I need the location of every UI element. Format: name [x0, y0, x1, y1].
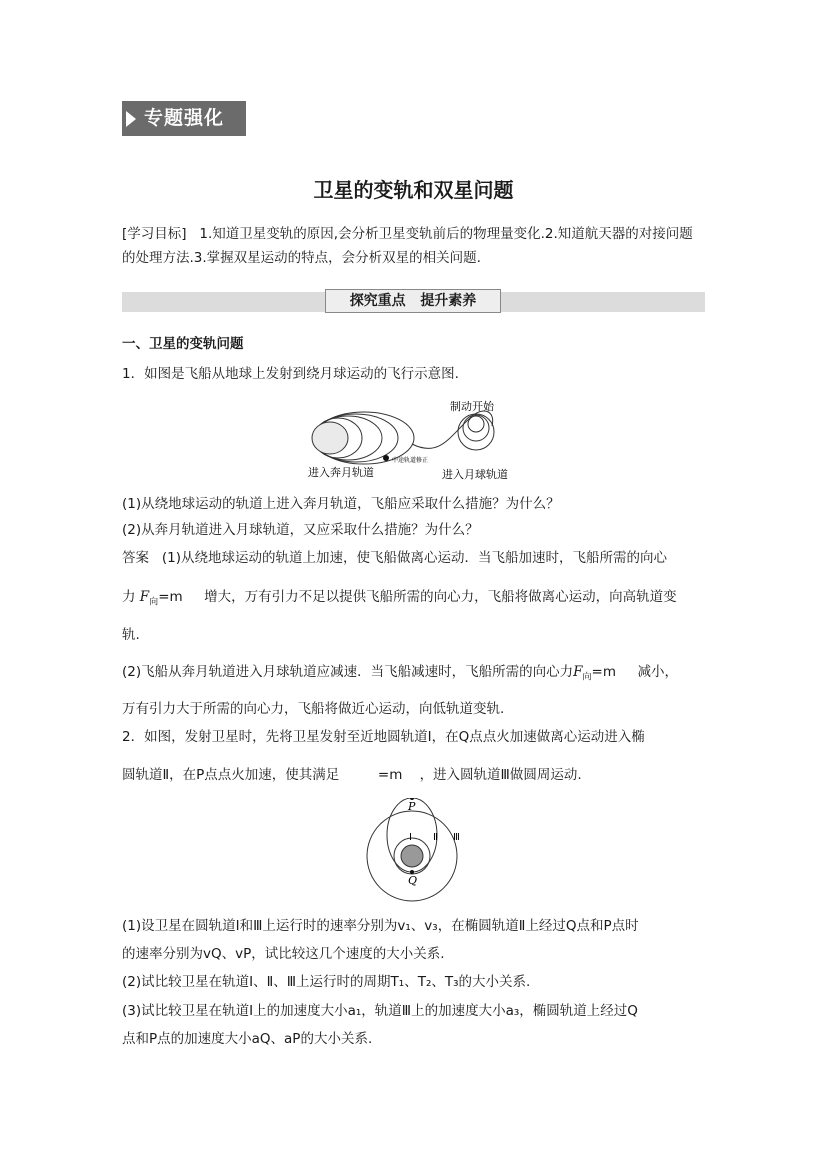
spacecraft-icon — [383, 455, 389, 461]
moon-orbit-2 — [463, 415, 489, 441]
label-Q: Q — [408, 874, 418, 887]
label-correction: 中途轨道修正 — [392, 457, 429, 464]
q1-answer1-line2 — [122, 585, 677, 608]
q2-part3-line1: (3)试比较卫星在轨道Ⅰ上的加速度大小a₁，轨道Ⅲ上的加速度大小a₃，椭圆轨道上经过Q — [122, 1003, 638, 1019]
label-transfer: 进入奔月轨道 — [308, 466, 374, 479]
q2-stem-line2 — [122, 763, 582, 783]
banner-label: 专题强化 — [144, 107, 225, 129]
eq-m: =m — [158, 589, 183, 605]
q1-answer2-line2: 万有引力大于所需的向心力，飞船将做近心运动，向低轨道变轨. — [122, 701, 505, 717]
earth — [312, 422, 348, 454]
label-P: P — [408, 800, 416, 813]
answer2-pre: (2)飞船从奔月轨道进入月球轨道应减速．当飞船减速时，飞船所需的向心力 — [122, 664, 574, 680]
objectives-text: 1.知道卫星变轨的原因,会分析卫星变轨前后的物理量变化.2.知道航天器的对接问题的处理方法.3.掌握双星运动的特点，会分析双星的相关问题. — [122, 226, 693, 266]
page-title: 卫星的变轨和双星问题 — [313, 178, 514, 202]
q2-part1-line2: 的速率分别为vQ、vP，试比较这几个速度的大小关系. — [122, 946, 445, 962]
orbit-transfer-figure — [362, 798, 472, 908]
q2-stem-pre: 圆轨道Ⅱ，在P点点火加速，使其满足 — [122, 767, 340, 783]
answer1-pre: 力 — [122, 589, 136, 605]
q1-part2: (2)从奔月轨道进入月球轨道，又应采取什么措施？为什么？ — [122, 522, 479, 538]
q1-stem: 1．如图是飞船从地球上发射到绕月球运动的飞行示意图. — [122, 366, 459, 382]
section-bar-left: 探究重点 — [349, 293, 406, 309]
objectives-label: [学习目标] — [122, 226, 187, 242]
label-brake: 制动开始 — [450, 400, 494, 413]
q1-part1: (1)从绕地球运动的轨道上进入奔月轨道，飞船应采取什么措施？为什么？ — [122, 496, 560, 512]
label-II: Ⅱ — [433, 832, 438, 843]
answer1-text-a: (1)从绕地球运动的轨道上加速，使飞船做离心运动．当飞船加速时，飞船所需的向心 — [161, 550, 667, 566]
label-I: Ⅰ — [409, 832, 412, 843]
q2-part2: (2)试比较卫星在轨道Ⅰ、Ⅱ、Ⅲ上运行时的周期T₁、T₂、T₃的大小关系. — [122, 974, 531, 990]
topic-banner — [122, 101, 246, 136]
label-III: Ⅲ — [453, 832, 460, 843]
answer2-post: 减小， — [637, 664, 678, 680]
learning-objectives — [122, 222, 705, 270]
section-bar — [122, 292, 705, 312]
force-symbol: F — [139, 589, 150, 605]
q2-stem-post: ，进入圆轨道Ⅲ做圆周运动. — [419, 767, 582, 783]
answer-label: 答案 — [122, 550, 149, 566]
q1-answer1-line3: 轨. — [122, 627, 140, 643]
transfer-trajectory — [412, 411, 493, 448]
label-lunar: 进入月球轨道 — [442, 468, 508, 481]
force-symbol-2: F — [573, 664, 583, 680]
answer1-post: 增大，万有引力不足以提供飞船所需的向心力，飞船将做离心运动，向高轨道变 — [204, 589, 677, 605]
q1-answer1-line1 — [122, 546, 667, 566]
q2-part1-line1: (1)设卫星在圆轨道Ⅰ和Ⅲ上运行时的速率分别为v₁、v₃，在椭圆轨道Ⅱ上经过Q点和P点时 — [122, 918, 639, 934]
section-bar-right: 提升素养 — [420, 293, 477, 309]
force-sub-2: 向 — [582, 672, 592, 683]
q2-part3-line2: 点和P点的加速度大小aQ、aP的大小关系. — [122, 1031, 373, 1047]
moon-orbit-3 — [468, 416, 484, 432]
section-heading: 一、卫星的变轨问题 — [122, 336, 244, 352]
eq-m-2: =m — [591, 664, 616, 680]
lunar-transfer-figure — [300, 396, 530, 484]
force-sub: 向 — [149, 597, 159, 608]
play-arrow-icon — [126, 111, 136, 127]
earth-planet — [401, 845, 423, 867]
section-bar-label — [325, 289, 501, 313]
q1-answer2-line1 — [122, 660, 678, 683]
q2-eq: =m — [377, 767, 403, 783]
q2-stem-line1: 2．如图，发射卫星时，先将卫星发射至近地圆轨道Ⅰ，在Q点点火加速做离心运动进入椭 — [122, 729, 645, 745]
